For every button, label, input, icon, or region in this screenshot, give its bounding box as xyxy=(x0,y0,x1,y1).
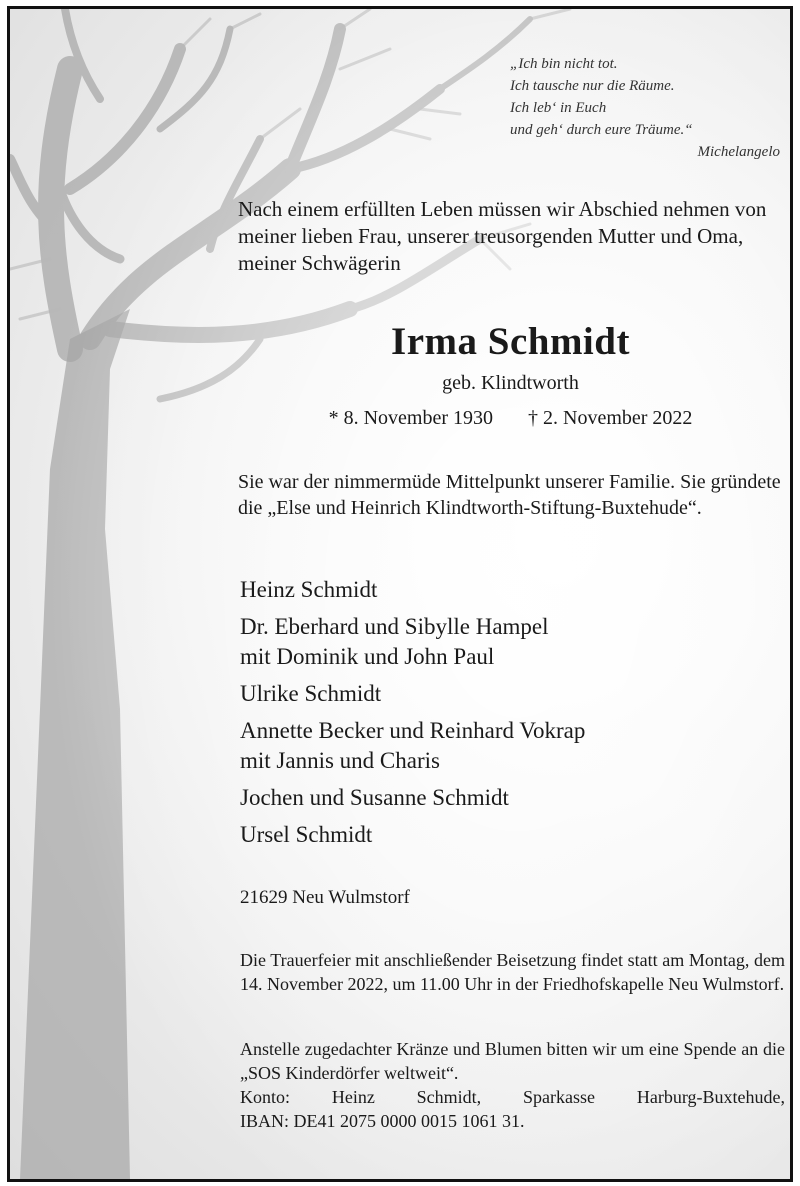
bank-account: Konto: Heinz Schmidt, Sparkasse Harburg-Buxtehude, xyxy=(240,1087,785,1107)
quote-block xyxy=(510,53,780,163)
deceased-name: Irma Schmidt xyxy=(391,320,630,363)
quote-line: und geh‘ durch eure Träume.“ xyxy=(510,122,693,138)
mourner-entry: Jochen und Susanne Schmidt xyxy=(240,785,509,810)
death-date: † 2. November 2022 xyxy=(528,407,693,429)
quote-author: Michelangelo xyxy=(697,144,780,160)
mourner-entry: Ursel Schmidt xyxy=(240,822,373,847)
quote-line: Ich tausche nur die Räume. xyxy=(510,78,675,94)
mourner-entry: Annette Becker und Reinhard Vokrap mit Jannis und Charis xyxy=(240,718,586,773)
mourner-entry: Heinz Schmidt xyxy=(240,577,378,602)
obituary-frame xyxy=(7,6,793,1182)
quote-line: „Ich bin nicht tot. xyxy=(510,56,618,72)
intro-text: Nach einem erfüllten Leben müssen wir Abschied nehmen von meiner lieben Frau, unserer treusorgenden Mutter und Oma, meiner Schwägerin xyxy=(238,197,767,275)
mourner-entry: Ulrike Schmidt xyxy=(240,681,382,706)
quote-line: Ich leb‘ in Euch xyxy=(510,100,607,116)
tribute-text: Sie war der nimmermüde Mittelpunkt unserer Familie. Sie gründete die „Else und Heinrich Klindtworth-Stiftung-Buxtehude“. xyxy=(238,471,781,519)
donation-text: Anstelle zugedachter Kränze und Blumen bitten wir um eine Spende an die „SOS Kinderdörfer weltweit“. xyxy=(240,1039,785,1083)
place: 21629 Neu Wulmstorf xyxy=(240,887,410,908)
life-dates xyxy=(238,405,783,431)
donation-info xyxy=(240,1037,785,1133)
mourner-entry: Dr. Eberhard und Sibylle Hampel mit Dominik und John Paul xyxy=(240,614,549,669)
mourners-list xyxy=(240,575,785,857)
birth-date: * 8. November 1930 xyxy=(328,407,493,429)
birth-name: geb. Klindtworth xyxy=(442,372,579,394)
funeral-info: Die Trauerfeier mit anschließender Beisetzung findet statt am Montag, dem 14. November 2022, um 11.00 Uhr in der Friedhofskapelle Neu Wulmstorf. xyxy=(240,950,785,994)
iban: IBAN: DE41 2075 0000 0015 1061 31. xyxy=(240,1111,525,1131)
